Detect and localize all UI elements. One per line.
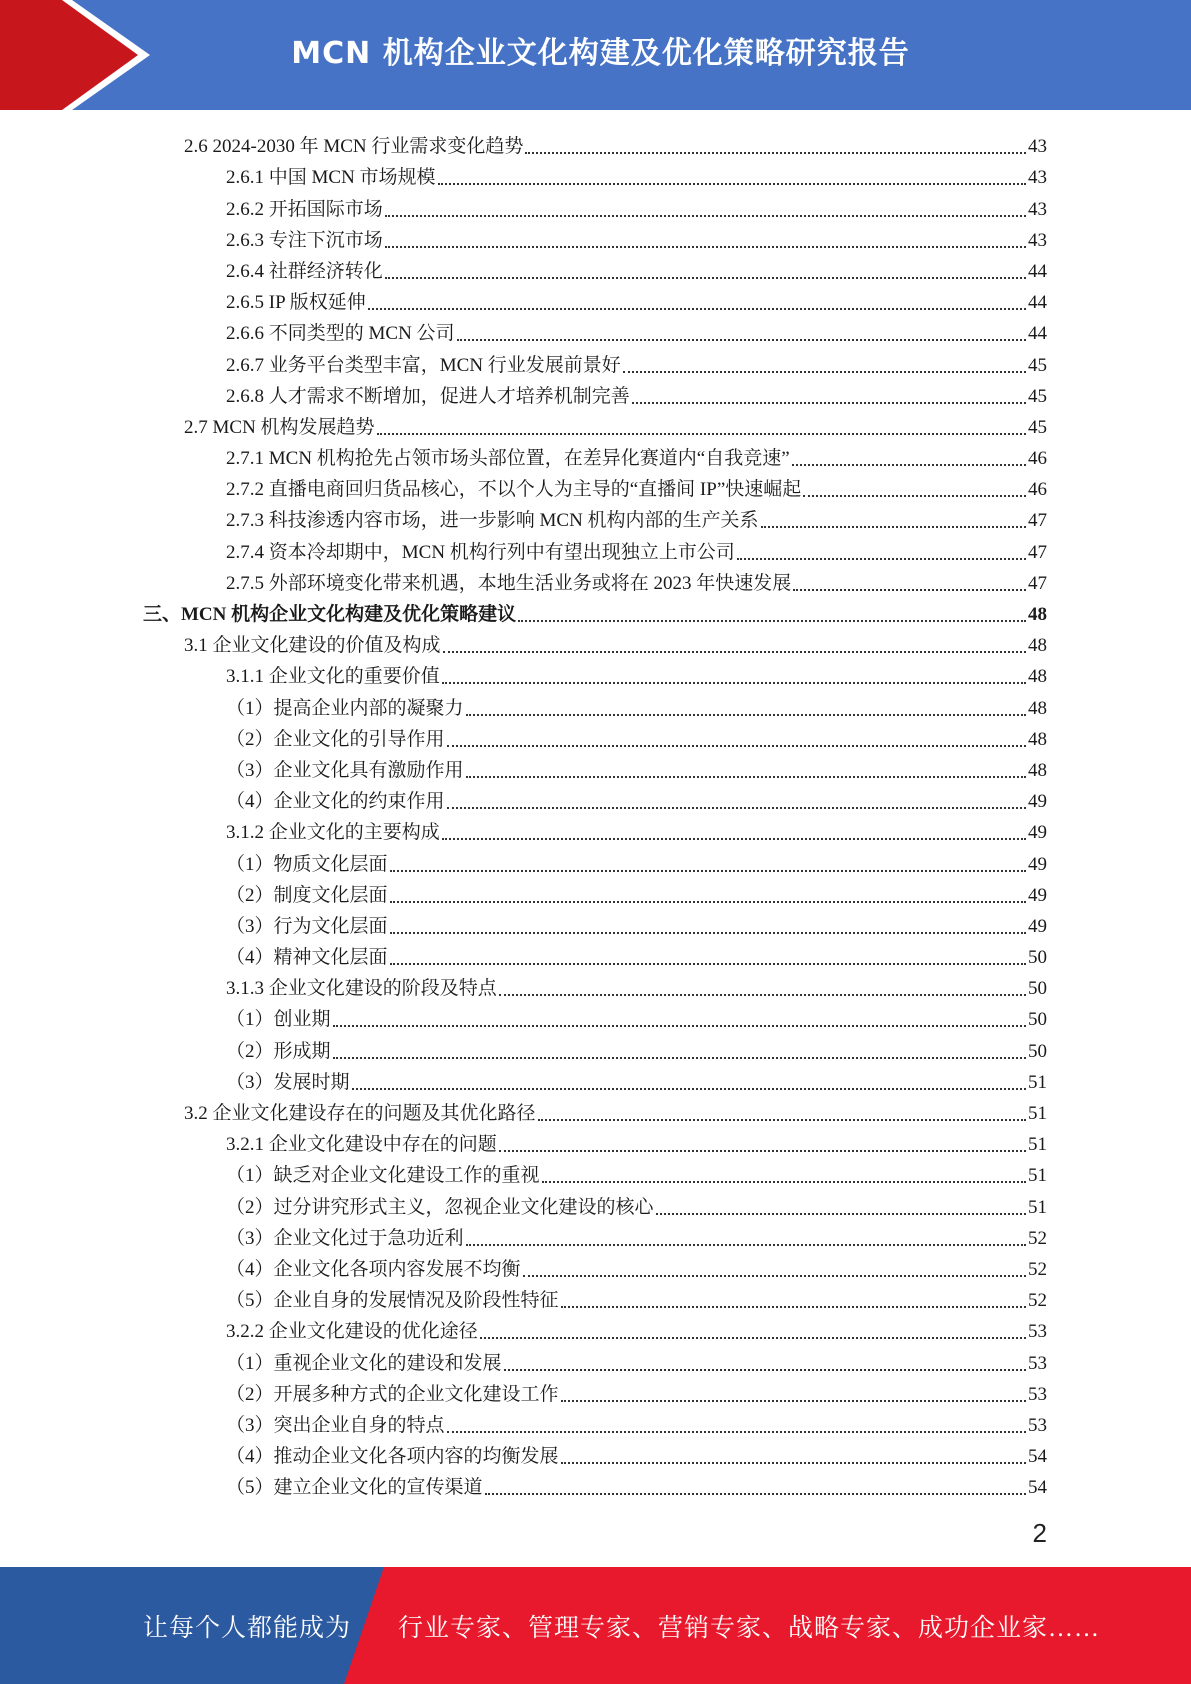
toc-entry[interactable]: [0, 877, 1191, 908]
toc-entry[interactable]: [0, 1126, 1191, 1157]
toc-entry-title: （4）企业文化的约束作用: [226, 791, 445, 813]
toc-entry[interactable]: [0, 1407, 1191, 1438]
toc-entry[interactable]: [0, 315, 1191, 346]
toc-entry-page: 54: [1028, 1477, 1047, 1499]
toc-dot-leader: [390, 963, 1026, 965]
toc-entry-title: （5）企业自身的发展情况及阶段性特征: [226, 1290, 559, 1312]
toc-dot-leader: [466, 776, 1026, 778]
toc-entry[interactable]: [0, 533, 1191, 564]
toc-dot-leader: [466, 714, 1026, 716]
toc-entry-title: 2.6.4 社群经济转化: [226, 260, 383, 282]
toc-entry-title: （3）发展时期: [226, 1071, 350, 1093]
toc-entry-page: 51: [1028, 1071, 1047, 1093]
toc-entry-page: 48: [1028, 697, 1047, 719]
toc-entry-page: 48: [1028, 666, 1047, 688]
toc-entry-title: 2.7.1 MCN 机构抢先占领市场头部位置，在差异化赛道内“自我竞速”: [226, 448, 790, 470]
toc-entry-title: 2.7.5 外部环境变化带来机遇，本地生活业务或将在 2023 年快速发展: [226, 572, 792, 594]
toc-dot-leader: [352, 1088, 1026, 1090]
toc-entry[interactable]: [0, 596, 1191, 627]
toc-dot-leader: [385, 246, 1026, 248]
toc-dot-leader: [561, 1306, 1026, 1308]
toc-entry-title: （3）企业文化过于急功近利: [226, 1227, 464, 1249]
toc-entry[interactable]: [0, 908, 1191, 939]
toc-entry-title: 2.6.5 IP 版权延伸: [226, 292, 366, 314]
toc-entry[interactable]: [0, 1438, 1191, 1469]
toc-entry-title: 2.7.4 资本冷却期中，MCN 机构行列中有望出现独立上市公司: [226, 541, 735, 563]
toc-entry-title: （2）开展多种方式的企业文化建设工作: [226, 1383, 559, 1405]
toc-entry-title: 三、MCN 机构企业文化构建及优化策略建议: [143, 604, 517, 625]
toc-entry-title: 3.1.3 企业文化建设的阶段及特点: [226, 978, 497, 1000]
toc-entry-title: （1）缺乏对企业文化建设工作的重视: [226, 1165, 540, 1187]
toc-entry-title: 2.7.3 科技渗透内容市场，进一步影响 MCN 机构内部的生产关系: [226, 510, 759, 532]
toc-entry-page: 46: [1028, 479, 1047, 501]
toc-entry[interactable]: [0, 1188, 1191, 1219]
toc-entry-title: （1）物质文化层面: [226, 853, 388, 875]
toc-entry-page: 49: [1028, 822, 1047, 844]
toc-dot-leader: [390, 901, 1026, 903]
toc-entry[interactable]: [0, 1313, 1191, 1344]
toc-entry[interactable]: [0, 346, 1191, 377]
toc-dot-leader: [792, 464, 1026, 466]
toc-entry-page: 50: [1028, 1040, 1047, 1062]
toc-dot-leader: [443, 651, 1026, 653]
toc-entry-page: 50: [1028, 947, 1047, 969]
toc-entry-title: 2.7 MCN 机构发展趋势: [184, 416, 375, 438]
toc-entry[interactable]: [0, 970, 1191, 1001]
toc-entry[interactable]: [0, 440, 1191, 471]
toc-entry-title: （2）形成期: [226, 1040, 331, 1062]
chevron-logo-icon: [0, 0, 160, 110]
toc-entry[interactable]: [0, 1064, 1191, 1095]
toc-entry-title: （2）企业文化的引导作用: [226, 728, 445, 750]
toc-dot-leader: [466, 1244, 1026, 1246]
toc-entry-page: 47: [1028, 541, 1047, 563]
toc-dot-leader: [504, 1369, 1026, 1371]
toc-entry-title: （3）突出企业自身的特点: [226, 1414, 445, 1436]
toc-entry-page: 48: [1028, 635, 1047, 657]
toc-entry-title: （3）行为文化层面: [226, 915, 388, 937]
toc-dot-leader: [442, 682, 1026, 684]
toc-entry-page: 51: [1028, 1103, 1047, 1124]
toc-entry-title: （4）企业文化各项内容发展不均衡: [226, 1258, 521, 1280]
toc-entry-title: （4）推动企业文化各项内容的均衡发展: [226, 1446, 559, 1468]
toc-entry-page: 49: [1028, 853, 1047, 875]
toc-entry-page: 43: [1028, 136, 1047, 158]
footer-slogan-right: 行业专家、管理专家、营销专家、战略专家、成功企业家……: [398, 1614, 1101, 1642]
toc-entry-title: （4）精神文化层面: [226, 947, 388, 969]
toc-entry-page: 52: [1028, 1258, 1047, 1280]
toc-entry-page: 44: [1028, 323, 1047, 345]
toc-entry[interactable]: [0, 1251, 1191, 1282]
toc-entry-page: 48: [1028, 604, 1047, 625]
toc-entry-title: （3）企业文化具有激励作用: [226, 759, 464, 781]
toc-entry-page: 44: [1028, 292, 1047, 314]
toc-dot-leader: [538, 1119, 1026, 1121]
toc-entry[interactable]: [0, 159, 1191, 190]
toc-entry[interactable]: [0, 502, 1191, 533]
toc-dot-leader: [390, 932, 1026, 934]
toc-dot-leader: [561, 1400, 1026, 1402]
toc-entry-title: 2.7.2 直播电商回归货品核心，不以个人为主导的“直播间 IP”快速崛起: [226, 479, 802, 501]
toc-dot-leader: [656, 1213, 1026, 1215]
toc-entry[interactable]: [0, 284, 1191, 315]
toc-entry[interactable]: [0, 409, 1191, 440]
toc-dot-leader: [385, 215, 1026, 217]
toc-entry-title: 3.1.2 企业文化的主要构成: [226, 822, 440, 844]
toc-entry-title: （2）制度文化层面: [226, 884, 388, 906]
toc-entry[interactable]: [0, 721, 1191, 752]
toc-entry[interactable]: [0, 658, 1191, 689]
toc-entry-title: 2.6.3 专注下沉市场: [226, 229, 383, 251]
toc-entry-title: （2）过分讲究形式主义，忽视企业文化建设的核心: [226, 1196, 654, 1218]
toc-entry-page: 50: [1028, 978, 1047, 1000]
toc-entry-title: 3.1 企业文化建设的价值及构成: [184, 635, 441, 657]
toc-entry[interactable]: [0, 845, 1191, 876]
toc-entry-page: 48: [1028, 759, 1047, 781]
toc-entry-page: 47: [1028, 572, 1047, 594]
toc-entry-page: 43: [1028, 167, 1047, 189]
toc-dot-leader: [518, 620, 1026, 622]
toc-entry-title: （1）创业期: [226, 1009, 331, 1031]
toc-dot-leader: [542, 1181, 1026, 1183]
toc-entry-title: 3.2.1 企业文化建设中存在的问题: [226, 1134, 497, 1156]
toc-entry[interactable]: [0, 471, 1191, 502]
page-number: 2: [1032, 1518, 1047, 1548]
toc-entry-page: 52: [1028, 1227, 1047, 1249]
toc-dot-leader: [561, 1462, 1026, 1464]
toc-entry-page: 43: [1028, 198, 1047, 220]
toc-entry[interactable]: [0, 689, 1191, 720]
toc-dot-leader: [623, 371, 1026, 373]
toc-entry-page: 52: [1028, 1290, 1047, 1312]
toc-entry-page: 49: [1028, 915, 1047, 937]
toc-entry[interactable]: [0, 1282, 1191, 1313]
toc-entry-page: 46: [1028, 448, 1047, 470]
toc-entry-page: 49: [1028, 884, 1047, 906]
page-footer: [0, 1567, 1191, 1684]
toc-dot-leader: [377, 433, 1026, 435]
toc-entry-page: 43: [1028, 229, 1047, 251]
toc-dot-leader: [803, 495, 1026, 497]
toc-entry-page: 45: [1028, 385, 1047, 407]
toc-entry[interactable]: [0, 1220, 1191, 1251]
toc-dot-leader: [333, 1025, 1026, 1027]
toc-dot-leader: [737, 558, 1026, 560]
toc-entry-title: 3.2 企业文化建设存在的问题及其优化路径: [184, 1103, 536, 1124]
toc-entry[interactable]: [0, 222, 1191, 253]
report-title: MCN 机构企业文化构建及优化策略研究报告: [291, 36, 910, 71]
toc-entry[interactable]: [0, 939, 1191, 970]
toc-entry[interactable]: [0, 1469, 1191, 1500]
toc-entry-page: 53: [1028, 1414, 1047, 1436]
toc-entry-title: 2.6.8 人才需求不断增加，促进人才培养机制完善: [226, 385, 630, 407]
toc-entry-page: 54: [1028, 1446, 1047, 1468]
toc-entry-title: 2.6.1 中国 MCN 市场规模: [226, 167, 436, 189]
toc-entry-page: 53: [1028, 1383, 1047, 1405]
toc-dot-leader: [442, 838, 1026, 840]
toc-entry[interactable]: [0, 1032, 1191, 1063]
toc-entry-title: （1）提高企业内部的凝聚力: [226, 697, 464, 719]
toc-entry-page: 45: [1028, 354, 1047, 376]
toc-dot-leader: [447, 807, 1026, 809]
toc-dot-leader: [390, 870, 1026, 872]
toc-entry-page: 44: [1028, 260, 1047, 282]
toc-entry-page: 51: [1028, 1196, 1047, 1218]
toc-entry-title: 2.6.2 开拓国际市场: [226, 198, 383, 220]
toc-dot-leader: [385, 277, 1026, 279]
toc-entry-page: 51: [1028, 1165, 1047, 1187]
toc-dot-leader: [333, 1057, 1026, 1059]
toc-dot-leader: [480, 1337, 1026, 1339]
toc-entry[interactable]: [0, 190, 1191, 221]
toc-entry-page: 53: [1028, 1321, 1047, 1343]
toc-dot-leader: [525, 152, 1026, 154]
toc-dot-leader: [368, 308, 1026, 310]
toc-entry-page: 48: [1028, 728, 1047, 750]
toc-entry-title: 2.6 2024-2030 年 MCN 行业需求变化趋势: [184, 136, 524, 158]
page-header: [0, 0, 1191, 110]
toc-entry[interactable]: [0, 752, 1191, 783]
toc-dot-leader: [457, 339, 1026, 341]
toc-entry-title: （5）建立企业文化的宣传渠道: [226, 1477, 483, 1499]
toc-entry[interactable]: [0, 1095, 1191, 1126]
toc-dot-leader: [499, 994, 1026, 996]
toc-entry[interactable]: [0, 1344, 1191, 1375]
toc-dot-leader: [499, 1150, 1026, 1152]
toc-entry-page: 47: [1028, 510, 1047, 532]
toc-dot-leader: [632, 402, 1026, 404]
toc-entry[interactable]: [0, 783, 1191, 814]
toc-entry-title: （1）重视企业文化的建设和发展: [226, 1352, 502, 1374]
toc-entry[interactable]: [0, 1376, 1191, 1407]
toc-entry-title: 3.1.1 企业文化的重要价值: [226, 666, 440, 688]
toc-dot-leader: [793, 589, 1026, 591]
toc-entry-title: 3.2.2 企业文化建设的优化途径: [226, 1321, 478, 1343]
toc-entry-title: 2.6.6 不同类型的 MCN 公司: [226, 323, 455, 345]
toc-dot-leader: [485, 1493, 1026, 1495]
toc-dot-leader: [761, 526, 1026, 528]
toc-dot-leader: [523, 1275, 1026, 1277]
toc-dot-leader: [438, 183, 1026, 185]
toc-entry[interactable]: [0, 1001, 1191, 1032]
toc-entry-page: 45: [1028, 416, 1047, 438]
toc-entry[interactable]: [0, 565, 1191, 596]
toc-entry-title: 2.6.7 业务平台类型丰富，MCN 行业发展前景好: [226, 354, 621, 376]
table-of-contents: [0, 128, 1191, 1500]
toc-entry[interactable]: [0, 1157, 1191, 1188]
toc-entry[interactable]: [0, 128, 1191, 159]
toc-entry-page: 50: [1028, 1009, 1047, 1031]
toc-entry[interactable]: [0, 253, 1191, 284]
toc-entry[interactable]: [0, 378, 1191, 409]
toc-entry-page: 53: [1028, 1352, 1047, 1374]
footer-slogan-left: 让每个人都能成为: [143, 1614, 352, 1642]
toc-entry[interactable]: [0, 814, 1191, 845]
toc-entry-page: 49: [1028, 791, 1047, 813]
toc-entry-page: 51: [1028, 1134, 1047, 1156]
toc-dot-leader: [447, 745, 1026, 747]
toc-dot-leader: [447, 1431, 1026, 1433]
toc-entry[interactable]: [0, 627, 1191, 658]
